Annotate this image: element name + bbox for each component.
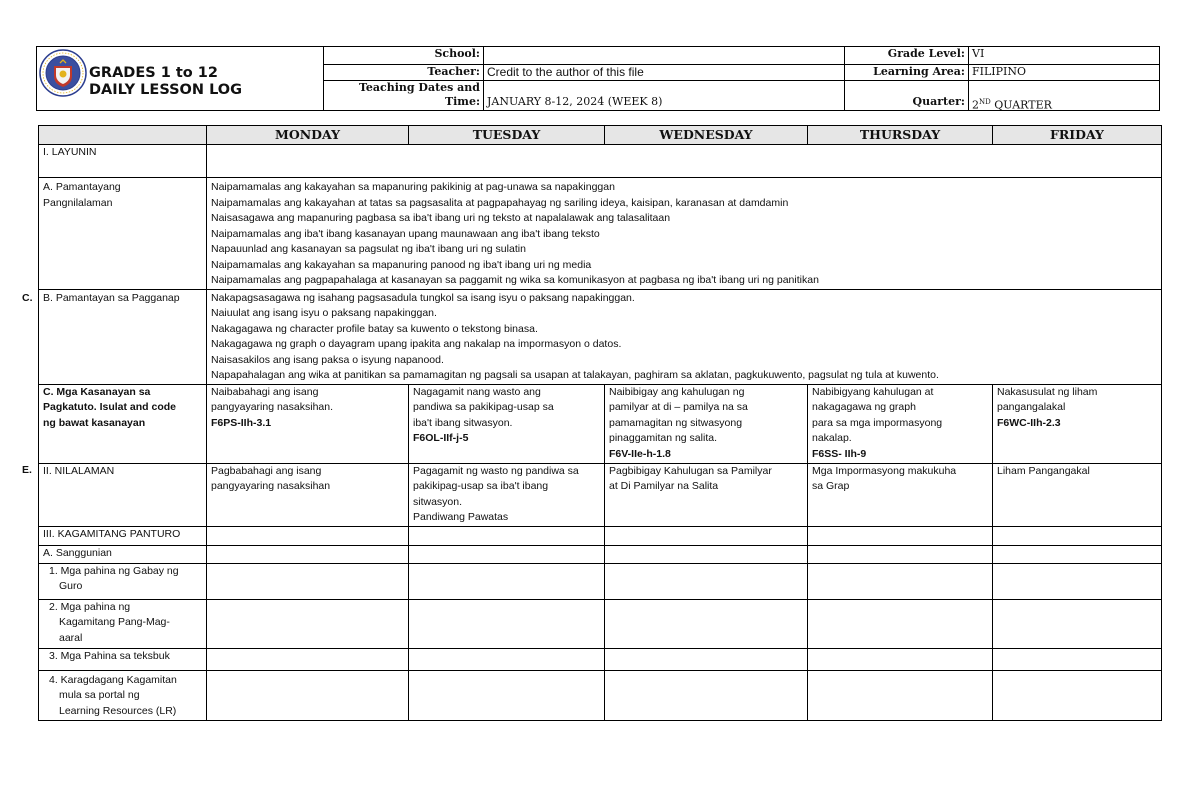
gabay-label-line2: Guro [59, 580, 83, 592]
quarter-suffix: ND [979, 98, 991, 106]
gabay-guro-label [39, 563, 207, 599]
pamantayang-label-line2: Pangnilalaman [43, 196, 113, 209]
kagamitang-pang-mag-aaral-label [39, 599, 207, 648]
dates-label [324, 81, 484, 110]
teksbuk-label: 3. Mga Pahina sa teksbuk [39, 648, 207, 670]
pagganap-line: Nakapagsasagawa ng isahang pagsasadula tungkol sa isang isyu o paksang napakinggan. [211, 291, 635, 304]
nilalaman-text-line: Mga Impormasyong makukuha [812, 464, 957, 477]
side-letter-c: C. [22, 292, 33, 304]
teksbuk-wednesday[interactable] [605, 648, 808, 670]
karagdagan-tuesday[interactable] [409, 670, 605, 720]
kasanayan-label-line2: Pagkatuto. Isulat and code [43, 401, 177, 413]
pangnilalaman-line: Naipamamalas ang kakayahan sa mapanuring pakikinig at pag-unawa sa napakinggan [211, 181, 615, 193]
quarter-number: 2 [972, 98, 979, 112]
kasanayan-text-line: para sa mga impormasyong [812, 416, 943, 429]
layunin-label: I. LAYUNIN [39, 145, 207, 178]
kagamitan-thursday[interactable] [808, 526, 993, 545]
sanggunian-thursday[interactable] [808, 545, 993, 563]
dates-label-line2: Time: [444, 95, 480, 108]
days-header-row [39, 126, 1162, 145]
nilalaman-text-line: sitwasyon. [413, 495, 463, 508]
deped-seal-icon [39, 49, 87, 97]
teacher-label: Teacher: [324, 65, 484, 81]
day-header-wednesday: WEDNESDAY [605, 126, 808, 145]
pagganap-line: Napapahalagan ang wika at panitikan sa pamamagitan ng pagsali sa usapan at talakayan, paghiram sa aklatan, pagkukuwento, pagsulat ng tula at kuwento. [211, 369, 939, 381]
karagdagan-label-line2: mula sa portal ng [59, 689, 140, 701]
kasanayan-text-line: Naibabahagi ang isang [211, 385, 319, 398]
kasanayan-text-line: pangyayaring nasaksihan. [211, 401, 334, 413]
kagamitang-pang-mag-aaral-row [39, 599, 1162, 648]
nilalaman-friday[interactable] [993, 463, 1162, 526]
kasanayan-text-line: pangangalakal [997, 401, 1066, 413]
pangnilalaman-line: Naipamamalas ang kakayahan sa mapanuring panood ng iba't ibang uri ng media [211, 258, 592, 271]
nilalaman-row [39, 463, 1162, 526]
day-header-thursday: THURSDAY [808, 126, 993, 145]
sanggunian-monday[interactable] [207, 545, 409, 563]
kagamitan-tuesday[interactable] [409, 526, 605, 545]
pamantayang-label-line1: A. Pamantayang [43, 181, 121, 193]
kagamitang-wednesday[interactable] [605, 599, 808, 648]
sanggunian-tuesday[interactable] [409, 545, 605, 563]
corner-cell [39, 126, 207, 145]
karagdagan-wednesday[interactable] [605, 670, 808, 720]
gabay-guro-row [39, 563, 1162, 599]
teksbuk-thursday[interactable] [808, 648, 993, 670]
teksbuk-row [39, 648, 1162, 670]
pangnilalaman-line: Naipamamalas ang iba't ibang kasanayan upang maunawaan ang iba't ibang teksto [211, 227, 600, 240]
kasanayan-text-line: pandiwa sa pakikipag-usap sa [413, 401, 554, 413]
quarter-field[interactable] [969, 81, 1159, 110]
competency-code: F6OL-IIf-j-5 [413, 432, 469, 444]
brand-title [89, 65, 242, 99]
kasanayan-text-line: Nakasusulat ng liham [997, 385, 1098, 398]
karagdagan-label-line1: 4. Karagdagang Kagamitan [49, 673, 177, 686]
kagamitan-label-line2: Kagamitang Pang-Mag- [59, 616, 170, 628]
pagganap-line: Naiuulat ang isang isyu o paksang napakinggan. [211, 307, 437, 319]
brand-title-line2: DAILY LESSON LOG [89, 82, 243, 98]
gabay-guro-monday[interactable] [207, 563, 409, 599]
grade-level-label: Grade Level: [845, 47, 969, 65]
pamantayang-pangnilalaman-content[interactable] [207, 178, 1162, 290]
kasanayan-text-line: pinaggamitan ng salita. [609, 432, 717, 444]
kasanayan-text-line: Nagagamit nang wasto ang [413, 385, 541, 398]
kasanayan-label-line3: ng bawat kasanayan [43, 416, 146, 429]
pangnilalaman-line: Naisasagawa ang mapanuring pagbasa sa iba't ibang uri ng teksto at napalalawak ang talasalitaan [211, 212, 671, 224]
kagamitan-label-line1: 2. Mga pahina ng [49, 600, 131, 613]
kagamitan-label-line3: aaral [59, 631, 83, 644]
karagdagan-friday[interactable] [993, 670, 1162, 720]
nilalaman-text-line: pangyayaring nasaksihan [211, 480, 331, 492]
day-header-tuesday: TUESDAY [409, 126, 605, 145]
nilalaman-thursday[interactable] [808, 463, 993, 526]
dates-field[interactable]: JANUARY 8-12, 2024 (WEEK 8) [484, 81, 845, 110]
nilalaman-text-line: Liham Pangangakal [997, 464, 1090, 477]
pamantayang-pangnilalaman-label [39, 178, 207, 290]
gabay-guro-wednesday[interactable] [605, 563, 808, 599]
learning-area-field[interactable]: FILIPINO [969, 65, 1159, 81]
nilalaman-monday[interactable] [207, 463, 409, 526]
quarter-label: Quarter: [845, 81, 969, 110]
kagamitan-friday[interactable] [993, 526, 1162, 545]
kasanayan-text-line: pamilyar at di – pamilya na sa [609, 401, 748, 413]
school-field[interactable] [484, 47, 845, 65]
sanggunian-row [39, 545, 1162, 563]
pangnilalaman-line: Napauunlad ang kasanayan sa pagsulat ng iba't ibang uri ng sulatin [211, 243, 526, 255]
kasanayan-friday[interactable] [993, 384, 1162, 463]
quarter-word: QUARTER [990, 98, 1052, 112]
side-letter-e: E. [22, 464, 32, 476]
nilalaman-label: II. NILALAMAN [39, 463, 207, 526]
kagamitan-label: III. KAGAMITANG PANTURO [39, 526, 207, 545]
kasanayan-label [39, 384, 207, 463]
pagganap-line: Nakagagawa ng graph o dayagram upang ipakita ang nakalap na impormasyon o datos. [211, 338, 622, 350]
kagamitang-thursday[interactable] [808, 599, 993, 648]
nilalaman-text-line: Pagbabahagi ang isang [211, 464, 322, 477]
kasanayan-tuesday[interactable] [409, 384, 605, 463]
sanggunian-friday[interactable] [993, 545, 1162, 563]
grade-level-field[interactable]: VI [969, 47, 1159, 65]
pagganap-line: Naisasakilos ang isang paksa o isyung napanood. [211, 353, 444, 366]
kasanayan-wednesday[interactable] [605, 384, 808, 463]
kagamitan-row [39, 526, 1162, 545]
pagganap-line: Nakagagawa ng character profile batay sa kuwento o tekstong binasa. [211, 322, 538, 335]
kagamitang-friday[interactable] [993, 599, 1162, 648]
pangnilalaman-line: Naipamamalas ang kakayahan at tatas sa pagsasalita at pagpapahayag ng sariling ideya, kaisipan, karanasan at damdamin [211, 196, 789, 209]
gabay-guro-thursday[interactable] [808, 563, 993, 599]
gabay-guro-tuesday[interactable] [409, 563, 605, 599]
pamantayan-sa-pagganap-label: B. Pamantayan sa Pagganap [39, 289, 207, 384]
nilalaman-text-line: at Di Pamilyar na Salita [609, 480, 719, 492]
brand-title-line1: GRADES 1 to 12 [89, 65, 218, 81]
kasanayan-text-line: nakalap. [812, 432, 852, 444]
kasanayan-text-line: Nabibigyang kahulugan at [812, 385, 934, 398]
teacher-field[interactable]: Credit to the author of this file [484, 65, 845, 81]
brand-cell [37, 47, 324, 110]
layunin-content[interactable] [207, 145, 1162, 178]
karagdagang-kagamitan-label [39, 670, 207, 720]
competency-code: F6V-IIe-h-1.8 [609, 447, 671, 460]
header-table [36, 46, 1160, 111]
pamantayang-pangnilalaman-row [39, 178, 1162, 290]
kasanayan-label-line1: C. Mga Kasanayan sa [43, 385, 151, 398]
kagamitang-tuesday[interactable] [409, 599, 605, 648]
pamantayan-sa-pagganap-row [39, 289, 1162, 384]
nilalaman-text-line: Pagagamit ng wasto ng pandiwa sa [413, 464, 579, 477]
nilalaman-wednesday[interactable] [605, 463, 808, 526]
kasanayan-row [39, 384, 1162, 463]
pamantayan-sa-pagganap-content[interactable] [207, 289, 1162, 384]
school-label: School: [324, 47, 484, 65]
nilalaman-text-line: Pandiwang Pawatas [413, 511, 509, 523]
competency-code: F6SS- IIh-9 [812, 447, 867, 460]
nilalaman-text-line: Pagbibigay Kahulugan sa Pamilyar [609, 464, 772, 477]
teksbuk-tuesday[interactable] [409, 648, 605, 670]
learning-area-label: Learning Area: [845, 65, 969, 81]
kasanayan-thursday[interactable] [808, 384, 993, 463]
teksbuk-monday[interactable] [207, 648, 409, 670]
karagdagan-monday[interactable] [207, 670, 409, 720]
sanggunian-wednesday[interactable] [605, 545, 808, 563]
competency-code: F6WC-IIh-2.3 [997, 416, 1061, 429]
lesson-log-table [38, 125, 1162, 721]
gabay-label-line1: 1. Mga pahina ng Gabay ng [49, 564, 179, 577]
kagamitan-wednesday[interactable] [605, 526, 808, 545]
kasanayan-text-line: nakagagawa ng graph [812, 401, 916, 413]
karagdagang-kagamitan-row [39, 670, 1162, 720]
kasanayan-text-line: pamamagitan ng sitwasyong [609, 416, 743, 429]
kasanayan-text-line: Naibibigay ang kahulugan ng [609, 385, 745, 398]
day-header-friday: FRIDAY [993, 126, 1162, 145]
kagamitan-monday[interactable] [207, 526, 409, 545]
kasanayan-text-line: iba't ibang sitwasyon. [413, 416, 513, 429]
kagamitang-monday[interactable] [207, 599, 409, 648]
gabay-guro-friday[interactable] [993, 563, 1162, 599]
layunin-row [39, 145, 1162, 178]
teksbuk-friday[interactable] [993, 648, 1162, 670]
competency-code: F6PS-IIh-3.1 [211, 416, 272, 429]
nilalaman-text-line: pakikipag-usap sa iba't ibang [413, 480, 549, 492]
kasanayan-monday[interactable] [207, 384, 409, 463]
pangnilalaman-line: Naipamamalas ang pagpapahalaga at kasanayan sa paggamit ng wika sa komunikasyon at pagbasa ng iba't ibang uri ng panitikan [211, 274, 819, 286]
day-header-monday: MONDAY [207, 126, 409, 145]
karagdagan-label-line3: Learning Resources (LR) [59, 704, 177, 717]
sanggunian-label: A. Sanggunian [39, 545, 207, 563]
karagdagan-thursday[interactable] [808, 670, 993, 720]
nilalaman-tuesday[interactable] [409, 463, 605, 526]
dates-label-line1: Teaching Dates and [358, 81, 480, 94]
nilalaman-text-line: sa Grap [812, 480, 850, 492]
